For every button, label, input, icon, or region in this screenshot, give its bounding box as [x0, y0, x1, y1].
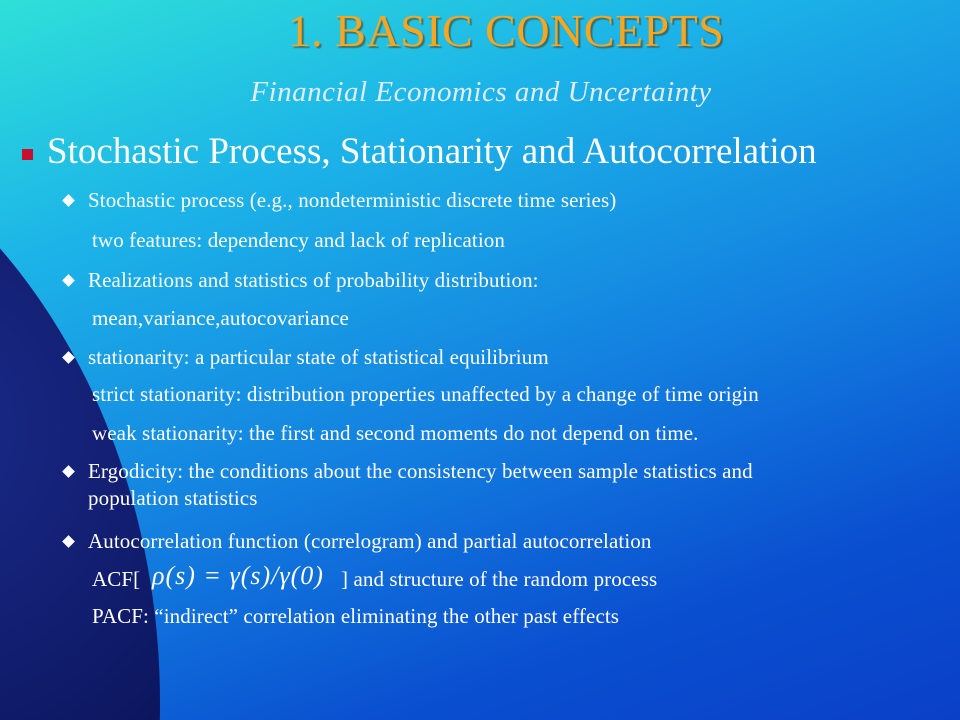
diamond-bullet-icon: [62, 274, 75, 287]
acf-label: ACF[: [92, 567, 141, 591]
bullet-ergodicity: Ergodicity: the conditions about the consistency between sample statistics and: [88, 459, 753, 483]
square-bullet-icon: [22, 149, 33, 160]
acf-description: ] and structure of the random process: [341, 567, 658, 591]
slide-title: 1. BASIC CONCEPTS: [287, 5, 725, 56]
diamond-bullet-icon: [62, 194, 75, 207]
pacf-line: PACF: “indirect” correlation eliminating the other past effects: [92, 604, 620, 628]
section-heading: Stochastic Process, Stationarity and Autocorrelation: [47, 131, 817, 172]
bullet-autocorrelation: Autocorrelation function (correlogram) and partial autocorrelation: [88, 529, 652, 553]
sub-line-moments: mean,variance,autocovariance: [92, 306, 349, 330]
bullet-realizations: Realizations and statistics of probability distribution:: [88, 268, 539, 292]
sub-line-strict-stationarity: strict stationarity: distribution properties unaffected by a change of time origin: [92, 382, 759, 406]
slide-subtitle: Financial Economics and Uncertainty: [250, 76, 712, 108]
sub-line-two-features: two features: dependency and lack of replication: [92, 228, 505, 252]
sub-line-weak-stationarity: weak stationarity: the first and second moments do not depend on time.: [92, 421, 699, 445]
bullet-ergodicity-continued: population statistics: [88, 486, 258, 510]
acf-formula: ρ(s) = γ(s)/γ(0): [152, 561, 324, 590]
bullet-stochastic-process: Stochastic process (e.g., nondeterministic discrete time series): [88, 188, 617, 212]
bullet-stationarity: stationarity: a particular state of statistical equilibrium: [88, 345, 549, 369]
